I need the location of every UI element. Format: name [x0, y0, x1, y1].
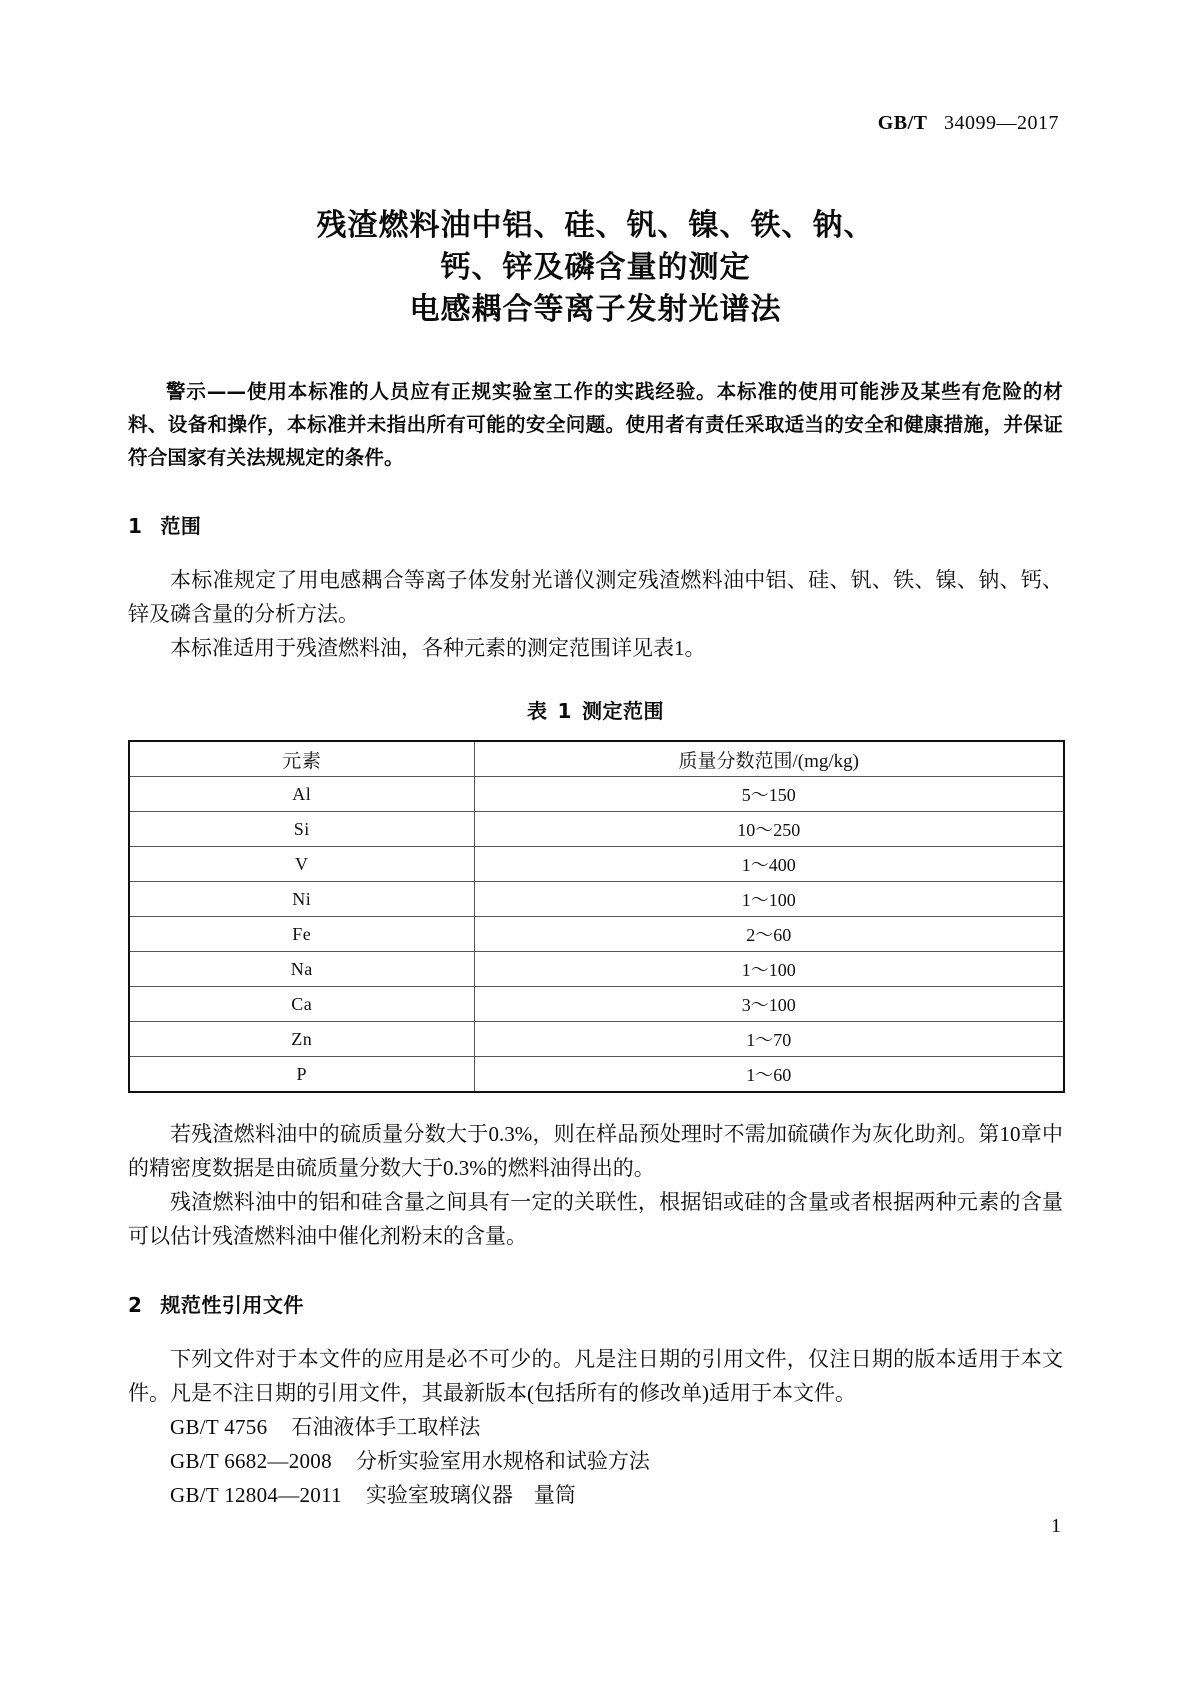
- cell-element: Ni: [129, 882, 474, 917]
- table-caption-number: 1: [557, 699, 572, 723]
- cell-range: 1～60: [474, 1057, 1064, 1093]
- cell-range: 10～250: [474, 812, 1064, 847]
- reference-code: GB/T 6682—2008: [170, 1449, 332, 1473]
- table-row: [129, 1057, 1064, 1093]
- title-line-2: 钙、锌及磷含量的测定: [440, 250, 751, 285]
- section-heading-1: [128, 510, 1063, 539]
- section-1-number: 1: [128, 514, 143, 538]
- section-1-paragraph-2: 本标准适用于残渣燃料油，各种元素的测定范围详见表1。: [170, 636, 706, 660]
- cell-element: Na: [129, 952, 474, 987]
- normative-reference-list: [128, 1410, 1063, 1512]
- title-line-1: 残渣燃料油中铝、硅、钒、镍、铁、钠、: [316, 208, 875, 243]
- table-body: [129, 777, 1064, 1093]
- table-row: [129, 777, 1064, 812]
- reference-title: 石油液体手工取样法: [291, 1415, 481, 1439]
- standard-number: 34099—2017: [944, 112, 1059, 134]
- list-item: [128, 1444, 1063, 1478]
- reference-code: GB/T 12804—2011: [170, 1483, 342, 1507]
- title-line-3: 电感耦合等离子发射光谱法: [409, 292, 782, 327]
- cell-element: P: [129, 1057, 474, 1093]
- cell-element: Fe: [129, 917, 474, 952]
- warning-paragraph: 警示——使用本标准的人员应有正规实验室工作的实践经验。本标准的使用可能涉及某些有危险的材料、设备和操作，本标准并未指出所有可能的安全问题。使用者有责任采取适当的安全和健康措施，并保证符合国家有关法规规定的条件。: [128, 380, 1063, 469]
- table-row: [129, 987, 1064, 1022]
- document-body: [128, 375, 1063, 1512]
- cell-element: Ca: [129, 987, 474, 1022]
- cell-element: Si: [129, 812, 474, 847]
- table-1-caption: [128, 695, 1063, 724]
- section-2-number: 2: [128, 1293, 143, 1317]
- table-caption-label: 表: [527, 699, 548, 723]
- table-row: [129, 812, 1064, 847]
- table-row: [129, 882, 1064, 917]
- cell-element: V: [129, 847, 474, 882]
- table-row: [129, 847, 1064, 882]
- cell-range: 3～100: [474, 987, 1064, 1022]
- standard-prefix: GB/T: [877, 112, 928, 134]
- cell-range: 5～150: [474, 777, 1064, 812]
- section-1-paragraph-4: 残渣燃料油中的铝和硅含量之间具有一定的关联性，根据铝或硅的含量或者根据两种元素的含量可以估计残渣燃料油中催化剂粉末的含量。: [128, 1190, 1063, 1248]
- table-header-row: [129, 741, 1064, 777]
- cell-element: Al: [129, 777, 474, 812]
- page-title: [0, 205, 1191, 331]
- page-number: 1: [1051, 1515, 1061, 1537]
- running-header: [878, 112, 1059, 135]
- table-row: [129, 952, 1064, 987]
- cell-range: 1～100: [474, 952, 1064, 987]
- table-row: [129, 1022, 1064, 1057]
- cell-range: 2～60: [474, 917, 1064, 952]
- cell-range: 1～400: [474, 847, 1064, 882]
- reference-title: 实验室玻璃仪器 量筒: [365, 1483, 576, 1507]
- section-2-title: 规范性引用文件: [160, 1293, 304, 1317]
- cell-range: 1～100: [474, 882, 1064, 917]
- section-1-title: 范围: [160, 514, 202, 538]
- reference-code: GB/T 4756: [170, 1415, 268, 1439]
- table-caption-title: 测定范围: [581, 699, 664, 723]
- table-row: [129, 917, 1064, 952]
- cell-range: 1～70: [474, 1022, 1064, 1057]
- column-header-element: 元素: [129, 741, 474, 777]
- table-measurement-ranges: [128, 740, 1065, 1093]
- cell-element: Zn: [129, 1022, 474, 1057]
- section-1-paragraph-3: 若残渣燃料油中的硫质量分数大于0.3%，则在样品预处理时不需加硫磺作为灰化助剂。第10章中的精密度数据是由硫质量分数大于0.3%的燃料油得出的。: [128, 1122, 1063, 1180]
- reference-title: 分析实验室用水规格和试验方法: [355, 1449, 650, 1473]
- list-item: [128, 1410, 1063, 1444]
- list-item: [128, 1478, 1063, 1512]
- section-heading-2: [128, 1289, 1063, 1318]
- column-header-range: 质量分数范围/(mg/kg): [474, 741, 1064, 777]
- section-1-paragraph-1: 本标准规定了用电感耦合等离子体发射光谱仪测定残渣燃料油中铝、硅、钒、铁、镍、钠、钙、锌及磷含量的分析方法。: [128, 568, 1063, 626]
- section-2-paragraph-1: 下列文件对于本文件的应用是必不可少的。凡是注日期的引用文件，仅注日期的版本适用于本文件。凡是不注日期的引用文件，其最新版本(包括所有的修改单)适用于本文件。: [128, 1347, 1063, 1405]
